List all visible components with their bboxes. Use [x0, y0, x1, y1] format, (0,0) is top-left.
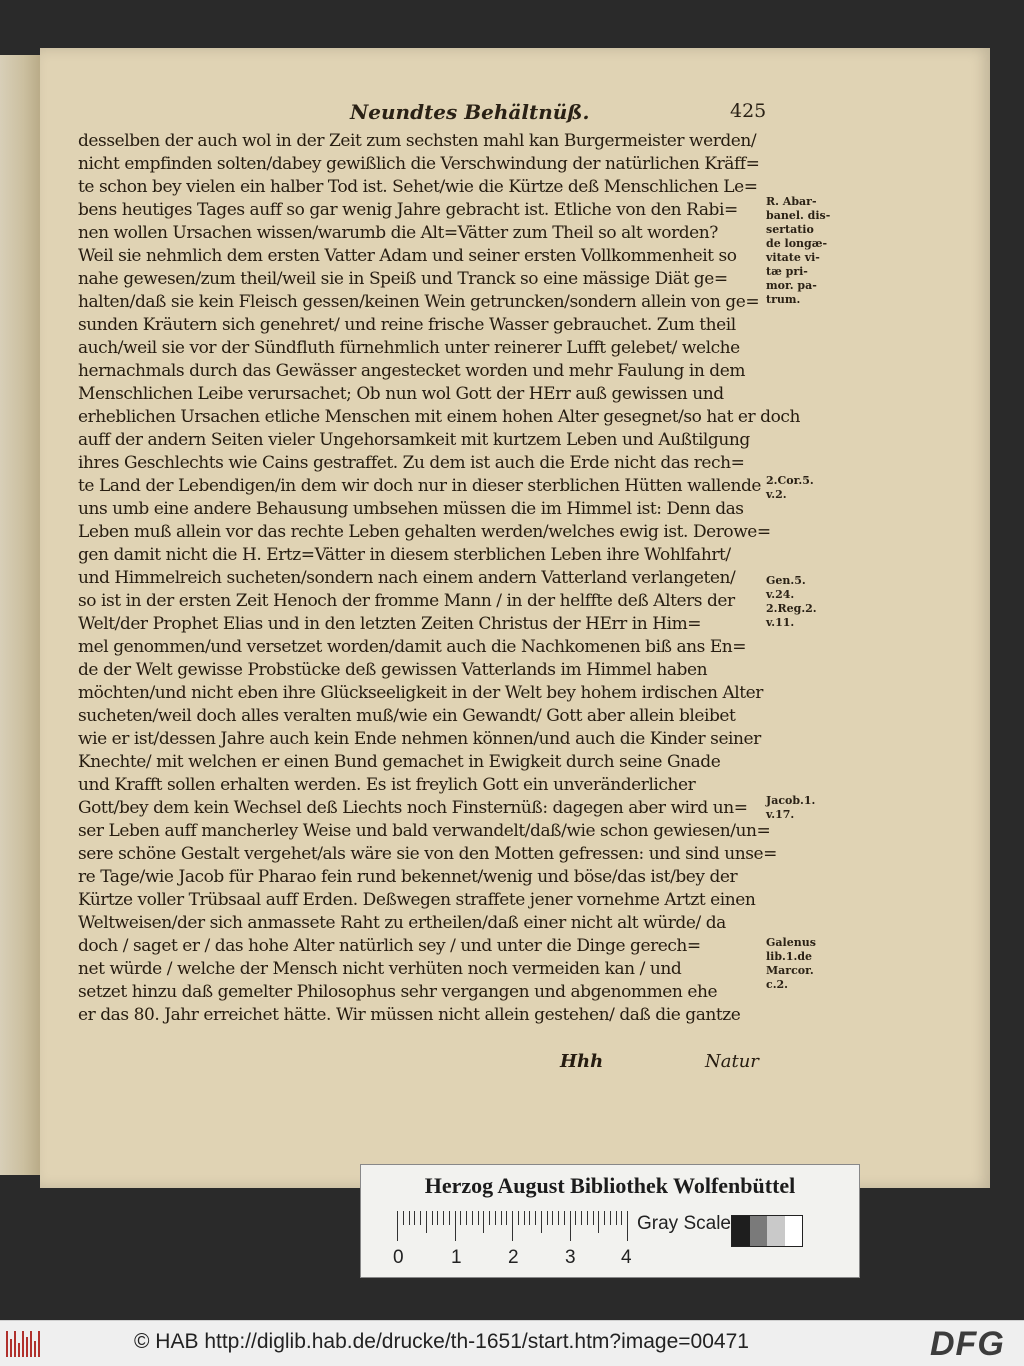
text-line: so ist in der ersten Zeit Henoch der fromme Mann / in der helffte deß Alters der	[78, 591, 735, 611]
ruler-tick	[616, 1211, 617, 1225]
ruler-tick	[570, 1211, 571, 1241]
text-line: möchten/und nicht eben ihre Glückseeligkeit in der Welt bey hohem irdischen Alter	[78, 683, 763, 703]
gray-swatch	[767, 1216, 785, 1246]
ruler-number: 1	[451, 1247, 462, 1268]
ruler-tick	[581, 1211, 582, 1225]
margin-note-abarbanel: R. Abar- banel. dis- sertatio de longæ- vitate vi- tæ pri- mor. pa- trum.	[766, 195, 831, 306]
text-line: desselben der auch wol in der Zeit zum sechsten mahl kan Burgermeister werden/	[78, 131, 757, 151]
barcode-bar	[22, 1331, 24, 1357]
ruler-tick	[604, 1211, 605, 1225]
barcode-bar	[30, 1331, 32, 1357]
ruler-tick	[489, 1211, 490, 1225]
library-color-card	[360, 1164, 860, 1278]
barcode-bar	[26, 1337, 28, 1357]
ruler-tick	[409, 1211, 410, 1225]
text-line: und Krafft sollen erhalten werden. Es ist freylich Gott ein unveränderlicher	[78, 775, 696, 795]
text-line: net würde / welche der Mensch nicht verhüten noch vermeiden kan / und	[78, 959, 682, 979]
scale-ruler	[397, 1211, 632, 1241]
barcode-bar	[34, 1341, 36, 1357]
barcode-bar	[18, 1343, 20, 1357]
copyright-link[interactable]: © HAB http://diglib.hab.de/drucke/th-1651/start.htm?image=00471	[134, 1330, 749, 1353]
text-line: mel genommen/und versetzet worden/damit auch die Nachkomenen biß ans En=	[78, 637, 747, 657]
ruler-tick	[610, 1211, 611, 1225]
gray-swatch	[732, 1216, 750, 1246]
text-line: re Tage/wie Jacob für Pharao fein rund bekennet/wenig und böse/das ist/bey der	[78, 867, 738, 887]
text-line: erheblichen Ursachen etliche Menschen mit einem hohen Alter gesegnet/so hat er doch	[78, 407, 800, 427]
ruler-tick	[529, 1211, 530, 1225]
page-header	[310, 100, 810, 126]
barcode-bar	[10, 1339, 12, 1357]
margin-note-genesis-reges: Gen.5. v.24. 2.Reg.2. v.11.	[766, 574, 817, 629]
gray-scale-swatches	[731, 1215, 803, 1247]
gray-swatch	[785, 1216, 803, 1246]
ruler-tick	[449, 1211, 450, 1225]
margin-note-jacobus: Jacob.1. v.17.	[766, 794, 816, 821]
ruler-tick	[598, 1211, 599, 1233]
ruler-tick	[518, 1211, 519, 1225]
text-line: ihres Geschlechts wie Cains gestraffet. Zu dem ist auch die Erde nicht das rech=	[78, 453, 745, 473]
text-line: er das 80. Jahr erreichet hätte. Wir müssen nicht allein gestehen/ daß die gantze	[78, 1005, 741, 1025]
ruler-tick	[414, 1211, 415, 1225]
ruler-tick	[501, 1211, 502, 1225]
text-line: gen damit nicht die H. Ertz=Vätter in diesem sterblichen Leben ihre Wohlfahrt/	[78, 545, 731, 565]
ruler-tick	[420, 1211, 421, 1225]
ruler-tick	[495, 1211, 496, 1225]
ruler-tick	[478, 1211, 479, 1225]
ruler-tick	[397, 1211, 398, 1241]
text-line: te schon bey vielen ein halber Tod ist. Sehet/wie die Kürtze deß Menschlichen Le=	[78, 177, 758, 197]
dfg-logo: DFG	[930, 1325, 1005, 1363]
text-line: setzet hinzu daß gemelter Philosophus sehr vergangen und abgenommen ehe	[78, 982, 718, 1002]
text-line: sucheten/weil doch alles veralten muß/wie ein Gewandt/ Gott aber allein bleibet	[78, 706, 736, 726]
text-line: hernachmals durch das Gewässer angestecket worden und mehr Faulung in dem	[78, 361, 746, 381]
text-line: halten/daß sie kein Fleisch gessen/keinen Wein getruncken/sondern allein von ge=	[78, 292, 760, 312]
library-name: Herzog August Bibliothek Wolfenbüttel	[424, 1173, 796, 1198]
ruler-tick	[524, 1211, 525, 1225]
ruler-tick	[472, 1211, 473, 1225]
barcode-bar	[38, 1331, 40, 1357]
text-line: doch / saget er / das hohe Alter natürlich sey / und unter die Dinge gerech=	[78, 936, 701, 956]
ruler-tick	[483, 1211, 484, 1233]
ruler-tick	[460, 1211, 461, 1225]
ruler-tick	[593, 1211, 594, 1225]
book-page	[40, 48, 990, 1188]
ruler-tick	[627, 1211, 628, 1241]
ruler-tick	[403, 1211, 404, 1225]
text-line: sere schöne Gestalt vergehet/als wäre sie von den Motten gefressen: und sind unse=	[78, 844, 777, 864]
text-line: nicht empfinden solten/dabey gewißlich die Verschwindung der natürlichen Kräff=	[78, 154, 760, 174]
ruler-tick	[564, 1211, 565, 1225]
text-line: auch/weil sie vor der Sündfluth fürnehmlich unter reinerer Lufft gelebet/ welche	[78, 338, 740, 358]
barcode-bar	[6, 1331, 8, 1357]
ruler-tick	[575, 1211, 576, 1225]
text-line: Weltweisen/der sich anmassete Raht zu ertheilen/daß einer nicht alt würde/ da	[78, 913, 726, 933]
text-line: und Himmelreich sucheten/sondern nach einem andern Vatterland verlangeten/	[78, 568, 736, 588]
text-line: Gott/bey dem kein Wechsel deß Liechts noch Finsternüß: dagegen aber wird un=	[78, 798, 748, 818]
ruler-tick	[512, 1211, 513, 1241]
margin-note-galenus: Galenus lib.1.de Marcor. c.2.	[766, 936, 816, 991]
barcode-icon	[6, 1329, 40, 1357]
text-line: nen wollen Ursachen wissen/warumb die Alt=Vätter zum Theil so alt worden?	[78, 223, 718, 243]
text-line: Knechte/ mit welchen er einen Bund gemachet in Ewigkeit durch seine Gnade	[78, 752, 721, 772]
text-line: sunden Kräutern sich genehret/ und reine frische Wasser gebrauchet. Zum theil	[78, 315, 736, 335]
text-line: Kürtze voller Trübsaal auff Erden. Deßwegen straffete jener vornehme Artzt einen	[78, 890, 756, 910]
ruler-number: 4	[621, 1247, 632, 1268]
ruler-tick	[547, 1211, 548, 1225]
ruler-tick	[587, 1211, 588, 1225]
text-line: bens heutiges Tages auff so gar wenig Jahre gebracht ist. Etliche von den Rabi=	[78, 200, 738, 220]
text-line: nahe gewesen/zum theil/weil sie in Speiß und Tranck so eine mässige Diät ge=	[78, 269, 728, 289]
ruler-tick	[443, 1211, 444, 1225]
previous-page-edge	[0, 55, 41, 1175]
gray-scale-label: Gray Scale	[637, 1213, 731, 1234]
running-head: Neundtes Behältnüß.	[350, 100, 590, 124]
ruler-tick	[466, 1211, 467, 1225]
barcode-bar	[14, 1331, 16, 1357]
ruler-number: 2	[508, 1247, 519, 1268]
ruler-tick	[426, 1211, 427, 1233]
ruler-tick	[432, 1211, 433, 1225]
page-number: 425	[730, 100, 767, 122]
text-line: de der Welt gewisse Probstücke deß gewissen Vatterlands im Himmel haben	[78, 660, 708, 680]
margin-note-corinthians: 2.Cor.5. v.2.	[766, 474, 814, 501]
ruler-number: 3	[565, 1247, 576, 1268]
ruler-tick	[541, 1211, 542, 1233]
ruler-tick	[552, 1211, 553, 1225]
footer-bar	[0, 1320, 1024, 1366]
text-line: ser Leben auff mancherley Weise und bald verwandelt/daß/wie schon gewiesen/un=	[78, 821, 771, 841]
ruler-number: 0	[393, 1247, 404, 1268]
text-line: wie er ist/dessen Jahre auch kein Ende nehmen können/und auch die Kinder seiner	[78, 729, 761, 749]
ruler-tick	[535, 1211, 536, 1225]
ruler-tick	[455, 1211, 456, 1241]
text-line: Welt/der Prophet Elias und in den letzten Zeiten Christus der HErr in Him=	[78, 614, 702, 634]
ruler-tick	[558, 1211, 559, 1225]
text-line: Leben muß allein vor das rechte Leben gehalten werden/welches ewig ist. Derowe=	[78, 522, 771, 542]
ruler-tick	[506, 1211, 507, 1225]
signature-mark: Hhh	[560, 1051, 604, 1072]
gray-swatch	[750, 1216, 768, 1246]
ruler-tick	[437, 1211, 438, 1225]
text-line: auff der andern Seiten vieler Ungehorsamkeit mit kurtzem Leben und Außtilgung	[78, 430, 750, 450]
text-line: uns umb eine andere Behausung umbsehen müssen die im Himmel ist: Denn das	[78, 499, 744, 519]
text-line: Weil sie nehmlich dem ersten Vatter Adam und seiner ersten Vollkommenheit so	[78, 246, 737, 266]
catchword: Natur	[705, 1051, 759, 1072]
text-line: Menschlichen Leibe verursachet; Ob nun wol Gott der HErr auß gewissen und	[78, 384, 724, 404]
body-text	[78, 130, 802, 1027]
text-line: te Land der Lebendigen/in dem wir doch nur in dieser sterblichen Hütten wallende	[78, 476, 762, 496]
ruler-tick	[621, 1211, 622, 1225]
